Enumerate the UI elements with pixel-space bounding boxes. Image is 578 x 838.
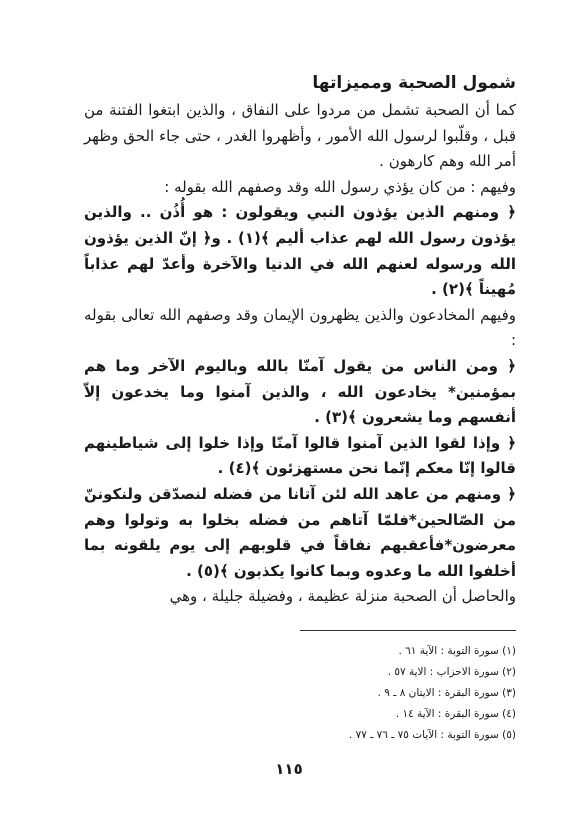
footnote-2: (٢) سورة الاحزاب : الاية ٥٧ .	[387, 666, 516, 678]
quran-quote-harmers: ﴿ ومنهم الذين يؤذون النبي ويقولون : هو أُذُن .. والذين يؤذون رسول الله لهم عذاب أليم ﴾(١) . و﴿ إنّ الذين يؤذون الله ورسوله لعنهم الله في الدنيا والآخرة وأعدّ لهم عذاباً مُهيناً ﴾(٢) .	[84, 203, 516, 299]
footnote-5: (٥) سورة التوبة : الآيات ٧٥ ـ ٧٦ ـ ٧٧ .	[348, 729, 516, 741]
quran-quote-mockers: ﴿ وإذا لقوا الذين آمنوا قالوا آمنّا وإذا خلوا إلى شياطينهم قالوا إنّا معكم إنّما نحن مستهزئون ﴾(٤) .	[84, 433, 516, 478]
paragraph-intro: كما أن الصحبة تشمل من مردوا على النفاق ، والذين ابتغوا الفتنة من قبل ، وقلّبوا لرسول الله الأمور ، وأظهروا الغدر ، حتى جاء الحق وظهر أمر الله وهم كارهون .	[84, 101, 516, 171]
quran-quote-covenant: ﴿ ومنهم من عاهد الله لئن آتانا من فضله لنصدّقن ولنكوننّ من الصّالحين*فلمّا آتاهم من فضله بخلوا به وتولوا وهم معرضون*فأعقبهم نفاقاً في قلوبهم إلى يوم يلقونه بما أخلفوا الله ما وعدوه وبما كانوا يكذبون ﴾(٥) .	[84, 484, 516, 580]
footnotes	[300, 630, 516, 746]
paragraph-harmers-intro: وفيهم : من كان يؤذي رسول الله وقد وصفهم الله بقوله :	[164, 177, 516, 196]
footnote-1: (١) سورة التوبة : الآية ٦١ .	[398, 645, 516, 657]
quran-quote-deceivers: ﴿ ومن الناس من يقول آمنّا بالله وباليوم الآخر وما هم بمؤمنين* يخادعون الله ، والذين آمنوا وما يخدعون إلاّ أنفسهم وما يشعرون ﴾(٣) .	[84, 356, 516, 427]
footnote-4: (٤) سورة البقرة : الآية ١٤ .	[395, 708, 516, 720]
footnote-3: (٣) سورة البقرة : الايتان ٨ ـ ٩ .	[377, 687, 516, 699]
page-number: ١١٥	[275, 760, 303, 778]
paragraph-conclusion: والحاصل أن الصحبة منزلة عظيمة ، وفضيلة جليلة ، وهي	[169, 587, 516, 606]
section-heading: شمول الصحبة ومميزاتها	[312, 73, 516, 93]
paragraph-deceivers-intro: وفيهم المخادعون والذين يظهرون الإيمان وقد وصفهم الله تعالى بقوله :	[84, 305, 516, 350]
main-text	[84, 68, 516, 610]
